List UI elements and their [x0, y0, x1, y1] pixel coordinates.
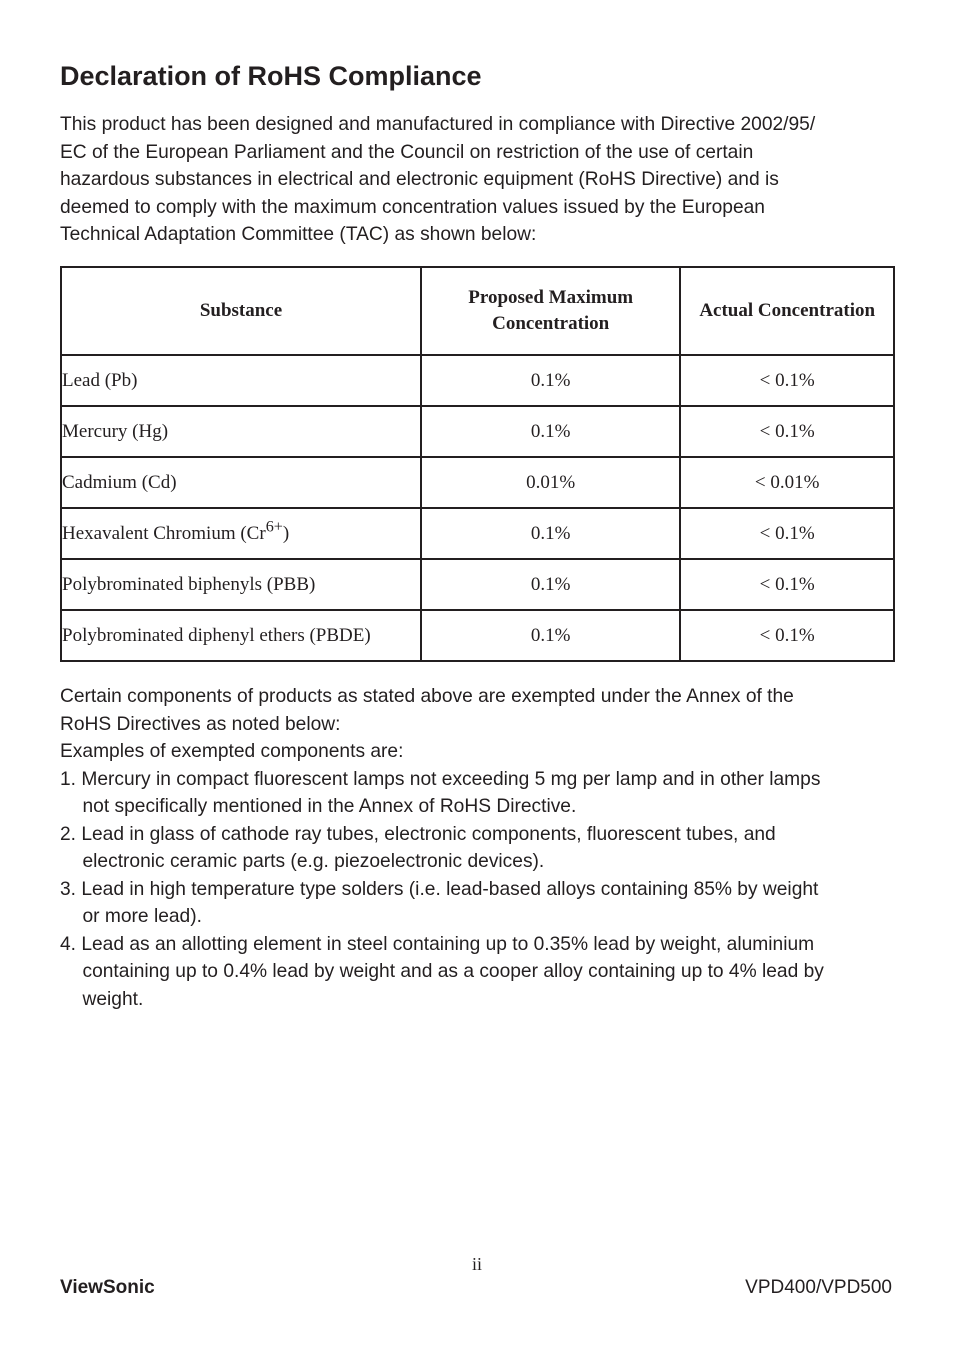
substance-suffix: ): [282, 522, 290, 544]
intro-line: This product has been designed and manufactured in compliance with Directive 2002/95/: [60, 114, 816, 135]
list-item-line: electronic ceramic parts (e.g. piezoelectronic devices).: [82, 851, 545, 872]
intro-line: hazardous substances in electrical and electronic equipment (RoHS Directive) and is: [60, 169, 779, 190]
list-item: [60, 821, 910, 876]
proposed-cell: 0.1%: [421, 406, 680, 457]
header-actual: Actual Concentration: [680, 267, 894, 355]
actual-cell: < 0.1%: [680, 559, 894, 610]
actual-cell: < 0.1%: [680, 610, 894, 661]
substance-cell: Polybrominated diphenyl ethers (PBDE): [61, 610, 421, 661]
actual-cell: < 0.1%: [680, 406, 894, 457]
proposed-cell: 0.1%: [421, 610, 680, 661]
intro-line: EC of the European Parliament and the Council on restriction of the use of certain: [60, 141, 754, 163]
footer-brand: ViewSonic: [60, 1277, 155, 1298]
intro-line: Technical Adaptation Committee (TAC) as shown below:: [60, 224, 537, 245]
rohs-table: [60, 266, 895, 662]
header-substance: Substance: [61, 267, 421, 355]
substance-cell: [61, 508, 421, 559]
table-header-row: [61, 267, 894, 355]
intro-paragraph: [60, 111, 900, 249]
list-item-line: weight.: [82, 988, 144, 1010]
table-row: [61, 610, 894, 661]
proposed-cell: 0.1%: [421, 559, 680, 610]
proposed-cell: 0.01%: [421, 457, 680, 508]
page-title: Declaration of RoHS Compliance: [60, 61, 482, 91]
substance-text: Hexavalent Chromium (Cr: [62, 522, 266, 544]
actual-cell: < 0.1%: [680, 508, 894, 559]
oxidation-state-superscript: 6+: [265, 518, 283, 536]
exemption-intro-line: Certain components of products as stated above are exempted under the Annex of the: [60, 686, 794, 707]
header-proposed-line1: Proposed Maximum: [468, 287, 634, 308]
list-item-line: 3. Lead in high temperature type solders (i.e. lead-based alloys containing 85% by weight: [60, 878, 819, 900]
substance-cell: Polybrominated biphenyls (PBB): [61, 559, 421, 610]
list-item-line: containing up to 0.4% lead by weight and as a cooper alloy containing up to 4% lead by: [82, 961, 824, 982]
list-item: [60, 931, 910, 1014]
list-item-line: 2. Lead in glass of cathode ray tubes, electronic components, fluorescent tubes, and: [60, 823, 776, 845]
table-row: [61, 406, 894, 457]
substance-cell: Cadmium (Cd): [61, 457, 421, 508]
exemption-intro-line: RoHS Directives as noted below:: [60, 713, 341, 735]
table-row: [61, 457, 894, 508]
header-proposed: [421, 267, 680, 355]
exemption-list: [60, 766, 910, 1014]
header-proposed-line2: Concentration: [492, 313, 610, 334]
list-item-line: 1. Mercury in compact fluorescent lamps not exceeding 5 mg per lamp and in other lamps: [60, 768, 821, 790]
proposed-cell: 0.1%: [421, 508, 680, 559]
table-row: [61, 559, 894, 610]
actual-cell: < 0.1%: [680, 355, 894, 406]
intro-line: deemed to comply with the maximum concentration values issued by the European: [60, 196, 765, 218]
proposed-cell: 0.1%: [421, 355, 680, 406]
list-item-line: or more lead).: [82, 906, 202, 927]
list-item-line: 4. Lead as an allotting element in steel containing up to 0.35% lead by weight, aluminium: [60, 933, 815, 955]
substance-cell: Mercury (Hg): [61, 406, 421, 457]
table-row: [61, 355, 894, 406]
exemptions-section: [60, 683, 910, 1013]
page-number: ii: [471, 1254, 482, 1274]
table-row: [61, 508, 894, 559]
list-item: [60, 876, 910, 931]
substance-cell: Lead (Pb): [61, 355, 421, 406]
list-item-line: not specifically mentioned in the Annex of RoHS Directive.: [82, 796, 577, 817]
list-item: [60, 766, 910, 821]
actual-cell: < 0.01%: [680, 457, 894, 508]
examples-label: Examples of exempted components are:: [60, 741, 404, 762]
footer-model: VPD400/VPD500: [745, 1277, 892, 1298]
